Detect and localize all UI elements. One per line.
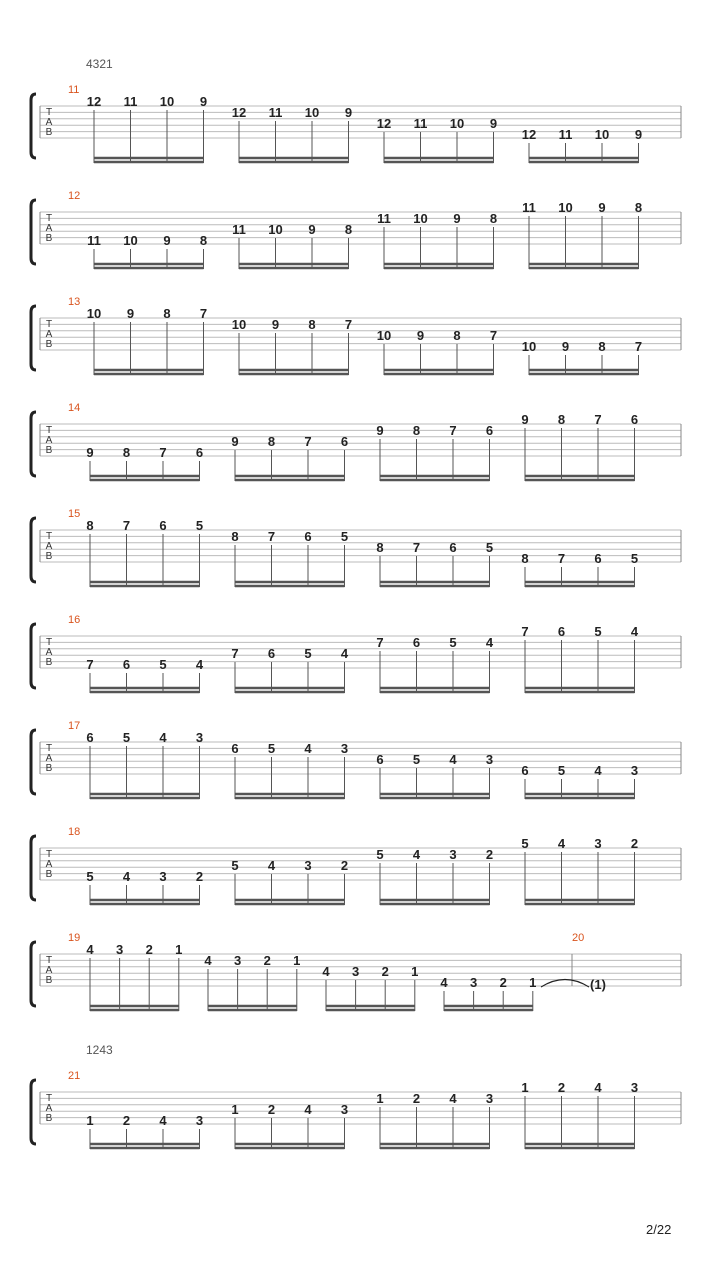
fret-number: 12 [521,127,537,142]
measure-number: 14 [68,402,81,414]
tab-clef-letter: T [45,213,53,224]
fret-number: 10 [558,200,573,215]
fret-number: 10 [449,116,465,131]
fret-number: 1 [86,1113,94,1128]
measure-number: 20 [572,932,585,944]
fret-number: 11 [232,222,246,237]
fret-number: 10 [521,339,537,354]
fret-number: 2 [145,942,153,957]
fret-number: 11 [522,200,536,215]
fret-number: 8 [163,306,171,321]
tab-clef-letter: B [45,233,53,244]
fret-number: 4 [449,1091,457,1106]
fret-number: 5 [195,518,204,533]
fret-number: 6 [231,741,239,756]
fret-number: 4 [159,730,167,745]
fret-number: 7 [521,624,529,639]
fret-number: 6 [594,551,602,566]
fret-number: 5 [86,869,94,884]
section-title: 1243 [86,1043,113,1057]
fret-number: 2 [630,836,639,851]
fret-number: 7 [304,434,312,449]
fret-number: 4 [485,635,494,650]
fret-number: 10 [413,211,428,226]
fret-number: 5 [485,540,494,555]
fret-number: 11 [87,233,101,248]
fret-number: 3 [340,1102,349,1117]
system-bracket [31,1080,36,1144]
beamed-group [377,116,497,163]
beamed-group [377,211,497,269]
beamed-group [521,551,638,587]
fret-number: 3 [233,953,242,968]
fret-number: 2 [557,1080,566,1095]
beamed-group [204,953,300,1011]
tab-clef-letter: T [45,849,53,860]
tab-system [31,190,681,269]
fret-number: 8 [489,211,498,226]
system-bracket [31,836,36,900]
fret-number: 6 [159,518,167,533]
fret-number: 6 [340,434,349,449]
beamed-group [440,975,536,1011]
fret-number: 8 [231,529,239,544]
fret-number: 3 [159,869,167,884]
tab-clef-letter: T [45,955,53,966]
system-bracket [31,518,36,582]
fret-number: 7 [412,540,421,555]
tab-clef-letter: B [45,763,53,774]
fret-number: 4 [322,964,330,979]
beamed-group [376,423,493,481]
tab-clef-letter: A [45,435,53,446]
fret-number: 9 [199,94,208,109]
fret-number: 4 [449,752,457,767]
fret-number: 7 [122,518,131,533]
beamed-group [87,306,207,375]
fret-number: 7 [199,306,208,321]
system-bracket [31,94,36,158]
fret-number: 4 [267,858,276,873]
fret-number: 8 [267,434,276,449]
fret-number: 7 [344,317,353,332]
fret-number: 5 [557,763,566,778]
tied-fret-number: (1) [590,977,606,992]
tab-system [31,932,681,1011]
tab-clef-letter: B [45,869,53,880]
fret-number: 3 [594,836,602,851]
fret-number: 9 [271,317,280,332]
fret-number: 6 [485,423,494,438]
fret-number: 7 [557,551,566,566]
tab-clef-letter: T [45,319,53,330]
fret-number: 2 [122,1113,131,1128]
fret-number: 5 [159,657,167,672]
tab-clef-letter: A [45,117,53,128]
fret-number: 8 [634,200,643,215]
fret-number: 5 [304,646,312,661]
fret-number: 9 [521,412,529,427]
fret-number: 4 [86,942,94,957]
fret-number: 6 [376,752,384,767]
beamed-group [86,445,203,481]
fret-number: 5 [376,847,384,862]
tab-clef-letter: B [45,551,53,562]
fret-number: 10 [376,328,392,343]
fret-number: 12 [376,116,392,131]
fret-number: 11 [558,127,573,142]
beamed-group [521,412,638,481]
beamed-group [231,646,349,693]
beamed-group [87,94,207,163]
fret-number: 4 [195,657,204,672]
fret-number: 4 [557,836,566,851]
fret-number: 5 [412,752,421,767]
tab-clef-letter: A [45,329,53,340]
fret-number: 9 [126,306,135,321]
beamed-group [86,730,203,799]
beamed-group [86,942,182,1011]
fret-number: 12 [231,105,247,120]
beamed-group [522,339,642,375]
fret-number: 11 [123,94,138,109]
fret-number: 6 [195,445,204,460]
fret-number: 3 [449,847,457,862]
section-title: 4321 [86,57,113,71]
beamed-group [231,858,348,905]
fret-number: 4 [412,847,421,862]
fret-number: 5 [449,635,457,650]
fret-number: 8 [598,339,606,354]
fret-number: 6 [630,412,639,427]
measure-number: 18 [68,826,81,838]
tab-system [31,84,681,163]
tab-system [31,1070,681,1149]
fret-number: 8 [453,328,461,343]
fret-number: 9 [416,328,425,343]
fret-number: 5 [267,741,276,756]
fret-number: 5 [340,529,349,544]
fret-number: 12 [86,94,102,109]
beamed-group [232,317,352,375]
system-bracket [31,624,36,688]
fret-number: 5 [630,551,639,566]
beamed-group [231,1102,348,1149]
tab-clef-letter: A [45,541,53,552]
measure-number: 17 [68,720,81,732]
tab-clef-letter: T [45,425,53,436]
fret-number: 1 [376,1091,384,1106]
tab-clef-letter: B [45,445,53,456]
beamed-group [232,222,352,269]
fret-number: 3 [304,858,312,873]
tab-clef-letter: B [45,339,53,350]
beamed-group [87,233,207,269]
fret-number: 10 [268,222,283,237]
tab-system [31,720,681,799]
beamed-group [86,869,203,905]
beamed-group [322,964,418,1011]
beamed-group [231,529,348,587]
beamed-group [521,1080,638,1149]
fret-number: 4 [630,624,639,639]
fret-number: 2 [499,975,507,990]
fret-number: 6 [86,730,94,745]
tab-clef-letter: A [45,1103,53,1114]
fret-number: 6 [521,763,529,778]
fret-number: 9 [86,445,94,460]
fret-number: 6 [557,624,566,639]
fret-number: 8 [344,222,353,237]
tab-clef-letter: B [45,1113,53,1124]
fret-number: 6 [449,540,457,555]
beamed-group [376,540,493,587]
fret-number: 9 [453,211,461,226]
system-bracket [31,200,36,264]
tab-system [31,508,681,587]
fret-number: 7 [489,328,498,343]
fret-number: 2 [263,953,271,968]
fret-number: 4 [340,646,349,661]
fret-number: 7 [634,339,643,354]
system-bracket [31,412,36,476]
system-bracket [31,942,36,1006]
fret-number: 4 [440,975,448,990]
fret-number: 8 [376,540,384,555]
fret-number: 7 [376,635,384,650]
fret-number: 3 [351,964,360,979]
fret-number: 11 [413,116,428,131]
tab-clef-letter: A [45,753,53,764]
measure-number: 15 [68,508,81,520]
fret-number: 4 [204,953,212,968]
beamed-group [522,127,642,163]
fret-number: 10 [231,317,247,332]
tab-clef-letter: A [45,965,53,976]
fret-number: 10 [123,233,138,248]
fret-number: 8 [412,423,421,438]
fret-number: 7 [231,646,239,661]
fret-number: 10 [304,105,320,120]
fret-number: 11 [268,105,283,120]
fret-number: 11 [377,211,391,226]
fret-number: 9 [344,105,353,120]
fret-number: 3 [469,975,478,990]
tab-clef-letter: T [45,107,53,118]
fret-number: 10 [159,94,175,109]
fret-number: 9 [561,339,570,354]
beamed-group [376,1091,493,1149]
fret-number: 6 [122,657,131,672]
fret-number: 8 [199,233,208,248]
fret-number: 4 [304,741,312,756]
tab-clef-letter: B [45,975,53,986]
fret-number: 8 [122,445,131,460]
fret-number: 1 [293,953,301,968]
fret-number: 1 [411,964,419,979]
beamed-group [522,200,642,269]
fret-number: 4 [304,1102,312,1117]
tab-clef-letter: B [45,657,53,668]
fret-number: 3 [195,1113,204,1128]
tab-clef-letter: T [45,743,53,754]
fret-number: 5 [122,730,131,745]
measure-number: 13 [68,296,81,308]
fret-number: 1 [175,942,183,957]
tab-system [31,614,681,693]
fret-number: 8 [521,551,529,566]
beamed-group [376,635,494,693]
beamed-group [377,328,497,375]
fret-number: 7 [594,412,602,427]
fret-number: 2 [195,869,204,884]
fret-number: 9 [231,434,239,449]
beamed-group [231,434,348,481]
fret-number: 2 [267,1102,276,1117]
beamed-group [376,847,493,905]
fret-number: 3 [630,1080,639,1095]
fret-number: 2 [340,858,349,873]
tab-clef-letter: A [45,223,53,234]
fret-number: 3 [115,942,124,957]
fret-number: 6 [267,646,276,661]
beamed-group [376,752,493,799]
fret-number: 4 [122,869,131,884]
fret-number: 9 [308,222,316,237]
beamed-group [231,741,348,799]
fret-number: 2 [381,964,389,979]
tab-clef-letter: A [45,859,53,870]
system-bracket [31,306,36,370]
measure-number: 21 [68,1070,81,1082]
fret-number: 3 [195,730,204,745]
fret-number: 3 [630,763,639,778]
fret-number: 9 [376,423,384,438]
fret-number: 9 [163,233,171,248]
beamed-group [86,657,204,693]
fret-number: 5 [231,858,239,873]
fret-number: 9 [598,200,606,215]
fret-number: 7 [159,445,167,460]
fret-number: 10 [594,127,610,142]
fret-number: 8 [557,412,566,427]
fret-number: 6 [304,529,312,544]
fret-number: 3 [485,1091,494,1106]
beamed-group [232,105,352,163]
fret-number: 5 [521,836,529,851]
tab-clef-letter: B [45,127,53,138]
measure-number: 16 [68,614,81,626]
tab-system [31,296,681,375]
tab-clef-letter: T [45,637,53,648]
fret-number: 4 [594,1080,602,1095]
page-number: 2/22 [646,1222,672,1237]
tab-system [31,826,681,905]
fret-number: 1 [529,975,537,990]
fret-number: 10 [86,306,102,321]
fret-number: 2 [485,847,494,862]
tab-clef-letter: T [45,1093,53,1104]
fret-number: 7 [267,529,276,544]
fret-number: 7 [86,657,94,672]
fret-number: 4 [594,763,602,778]
beamed-group [86,1113,203,1149]
measure-number: 19 [68,932,81,944]
tab-system [31,402,681,481]
fret-number: 5 [594,624,602,639]
fret-number: 6 [412,635,421,650]
fret-number: 9 [489,116,498,131]
fret-number: 7 [449,423,457,438]
beamed-group [521,624,639,693]
fret-number: 8 [86,518,94,533]
fret-number: 3 [485,752,494,767]
beamed-group [86,518,203,587]
measure-number: 11 [68,84,80,96]
fret-number: 4 [159,1113,167,1128]
tab-clef-letter: A [45,647,53,658]
fret-number: 2 [412,1091,421,1106]
measure-number: 12 [68,190,81,202]
beamed-group [521,836,638,905]
beamed-group [521,763,638,799]
fret-number: 8 [308,317,316,332]
system-bracket [31,730,36,794]
tab-clef-letter: T [45,531,53,542]
fret-number: 1 [521,1080,529,1095]
fret-number: 3 [340,741,349,756]
fret-number: 9 [634,127,643,142]
fret-number: 1 [231,1102,239,1117]
